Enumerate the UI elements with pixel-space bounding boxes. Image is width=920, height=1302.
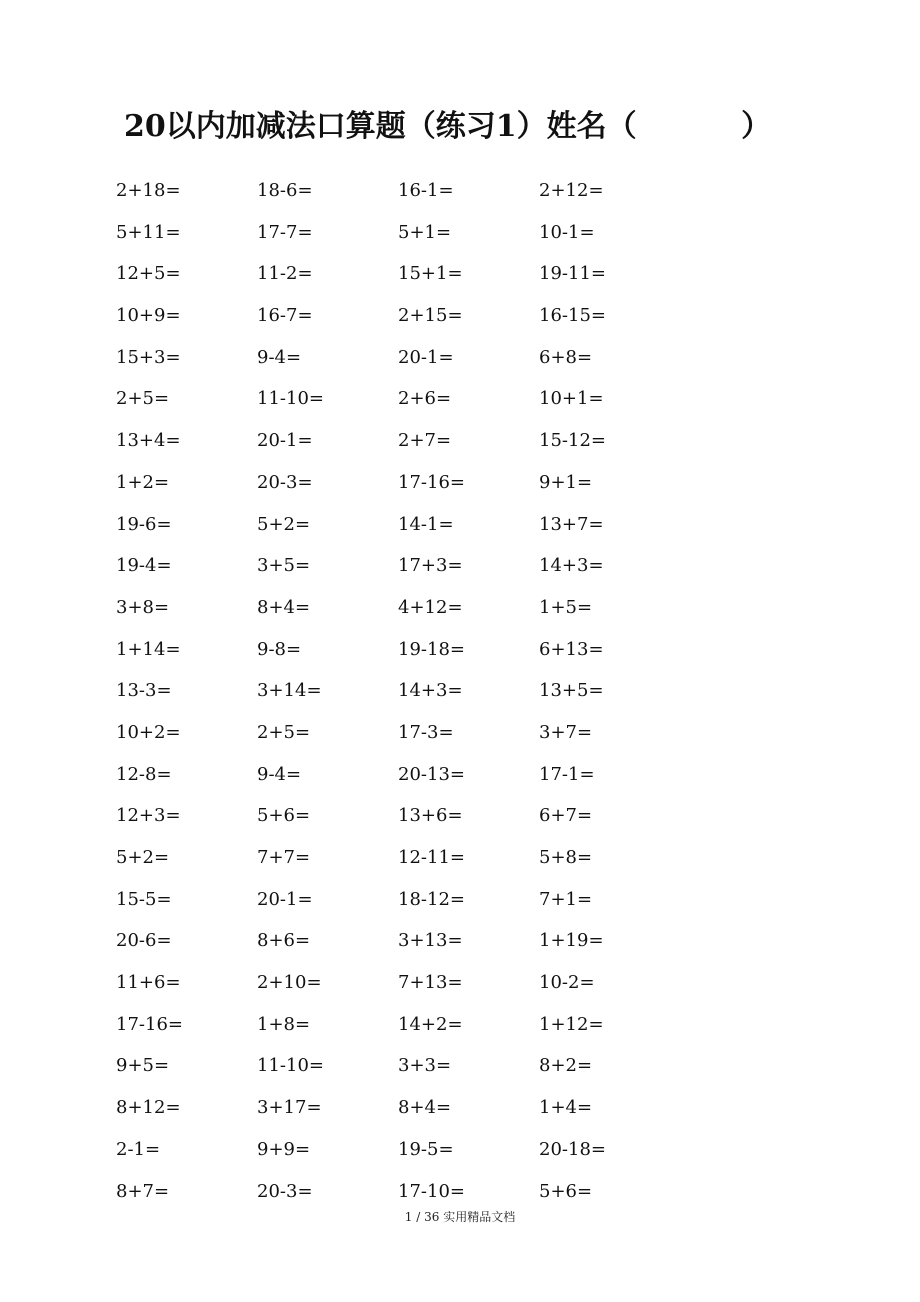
problem-item: 2-1= xyxy=(116,1138,161,1160)
problem-item: 20-1= xyxy=(257,430,313,452)
problem-item: 3+8= xyxy=(116,596,170,618)
problem-row xyxy=(116,1087,716,1129)
problem-row xyxy=(116,1045,716,1087)
problem-item: 19-11= xyxy=(539,263,606,285)
problem-item: 18-12= xyxy=(398,888,465,910)
problem-item: 16-1= xyxy=(398,180,454,201)
problem-grid xyxy=(116,170,716,1212)
problem-item: 13-3= xyxy=(116,680,172,702)
problem-item: 13+4= xyxy=(116,430,181,452)
problem-row xyxy=(116,754,716,796)
problem-item: 9+1= xyxy=(539,471,593,493)
problem-item: 7+7= xyxy=(257,847,311,868)
problem-item: 5+6= xyxy=(257,805,311,827)
problem-item: 3+7= xyxy=(539,721,593,743)
problem-item: 5+2= xyxy=(116,847,170,868)
problem-item: 10-2= xyxy=(539,972,595,994)
problem-item: 19-5= xyxy=(398,1138,454,1160)
problem-item: 17-16= xyxy=(116,1013,183,1035)
problem-item: 12+5= xyxy=(116,263,181,285)
problem-item: 14+2= xyxy=(398,1013,463,1035)
problem-item: 14-1= xyxy=(398,513,454,535)
problem-item: 20-6= xyxy=(116,930,172,952)
problem-item: 9+9= xyxy=(257,1138,311,1160)
page-title: 20以内加减法口算题（练习1）姓名（ ） xyxy=(124,109,772,144)
problem-row xyxy=(116,879,716,921)
problem-item: 2+5= xyxy=(257,721,311,743)
problem-item: 8+12= xyxy=(116,1097,181,1119)
problem-row xyxy=(116,712,716,754)
problem-item: 17-1= xyxy=(539,763,595,785)
problem-item: 10+2= xyxy=(116,721,181,743)
problem-item: 14+3= xyxy=(398,680,463,702)
problem-item: 8+7= xyxy=(116,1180,170,1202)
problem-item: 20-3= xyxy=(257,471,313,493)
problem-item: 20-18= xyxy=(539,1138,606,1160)
problem-item: 20-1= xyxy=(398,346,454,368)
problem-row xyxy=(116,837,716,879)
problem-row xyxy=(116,295,716,337)
problem-item: 9-4= xyxy=(257,763,302,785)
problem-item: 1+14= xyxy=(116,638,181,660)
problem-item: 1+4= xyxy=(539,1097,593,1119)
problem-item: 17-10= xyxy=(398,1180,465,1202)
problem-item: 2+7= xyxy=(398,430,452,452)
problem-item: 5+1= xyxy=(398,221,452,243)
problem-row xyxy=(116,587,716,629)
problem-item: 20-13= xyxy=(398,763,465,785)
problem-row xyxy=(116,420,716,462)
problem-item: 7+13= xyxy=(398,972,463,994)
problem-item: 17-16= xyxy=(398,471,465,493)
problem-row xyxy=(116,253,716,295)
problem-item: 12+3= xyxy=(116,805,181,827)
problem-row xyxy=(116,378,716,420)
problem-item: 11-10= xyxy=(257,1055,324,1077)
problem-item: 11-10= xyxy=(257,388,324,410)
problem-item: 19-18= xyxy=(398,638,465,660)
problem-item: 19-6= xyxy=(116,513,172,535)
problem-row xyxy=(116,1171,716,1213)
problem-row xyxy=(116,545,716,587)
problem-item: 2+6= xyxy=(398,388,452,410)
problem-item: 19-4= xyxy=(116,555,172,577)
problem-item: 8+4= xyxy=(257,596,311,618)
problem-item: 8+6= xyxy=(257,930,311,952)
problem-row xyxy=(116,504,716,546)
problem-item: 6+13= xyxy=(539,638,604,660)
problem-item: 9+5= xyxy=(116,1055,170,1077)
problem-item: 10-1= xyxy=(539,221,595,243)
problem-item: 2+15= xyxy=(398,305,463,327)
problem-row xyxy=(116,170,716,212)
problem-item: 15-5= xyxy=(116,888,172,910)
problem-item: 11-2= xyxy=(257,263,313,285)
problem-row xyxy=(116,212,716,254)
problem-item: 9-4= xyxy=(257,346,302,368)
problem-item: 5+8= xyxy=(539,847,593,868)
problem-row xyxy=(116,962,716,1004)
problem-item: 10+1= xyxy=(539,388,604,410)
problem-item: 5+6= xyxy=(539,1180,593,1202)
problem-item: 8+4= xyxy=(398,1097,452,1119)
problem-row xyxy=(116,795,716,837)
problem-item: 16-15= xyxy=(539,305,606,327)
problem-item: 17-3= xyxy=(398,721,454,743)
problem-item: 15-12= xyxy=(539,430,606,452)
problem-item: 3+3= xyxy=(398,1055,452,1077)
problem-row xyxy=(116,629,716,671)
problem-item: 15+1= xyxy=(398,263,463,285)
problem-item: 16-7= xyxy=(257,305,313,327)
problem-item: 8+2= xyxy=(539,1055,593,1077)
problem-item: 6+8= xyxy=(539,346,593,368)
problem-item: 17+3= xyxy=(398,555,463,577)
problem-item: 1+5= xyxy=(539,596,593,618)
problem-item: 10+9= xyxy=(116,305,181,327)
problem-item: 20-1= xyxy=(257,888,313,910)
problem-item: 2+5= xyxy=(116,388,170,410)
problem-item: 1+8= xyxy=(257,1013,311,1035)
problem-item: 7+1= xyxy=(539,888,593,910)
problem-item: 13+7= xyxy=(539,513,604,535)
problem-row xyxy=(116,337,716,379)
problem-item: 3+14= xyxy=(257,680,322,702)
problem-item: 1+19= xyxy=(539,930,604,952)
problem-item: 13+5= xyxy=(539,680,604,702)
problem-item: 12-11= xyxy=(398,847,465,868)
problem-item: 3+17= xyxy=(257,1097,322,1119)
problem-item: 14+3= xyxy=(539,555,604,577)
problem-item: 1+12= xyxy=(539,1013,604,1035)
problem-row xyxy=(116,1129,716,1171)
problem-item: 15+3= xyxy=(116,346,181,368)
problem-item: 2+18= xyxy=(116,180,181,201)
problem-row xyxy=(116,920,716,962)
problem-item: 3+5= xyxy=(257,555,311,577)
problem-item: 2+10= xyxy=(257,972,322,994)
problem-row xyxy=(116,462,716,504)
problem-item: 6+7= xyxy=(539,805,593,827)
problem-item: 2+12= xyxy=(539,180,604,201)
problem-row xyxy=(116,1004,716,1046)
problem-item: 5+2= xyxy=(257,513,311,535)
problem-item: 1+2= xyxy=(116,471,170,493)
problem-item: 4+12= xyxy=(398,596,463,618)
problem-item: 11+6= xyxy=(116,972,181,994)
problem-item: 5+11= xyxy=(116,221,181,243)
problem-item: 9-8= xyxy=(257,638,302,660)
problem-item: 3+13= xyxy=(398,930,463,952)
page-footer: 1 / 36 实用精品文档 xyxy=(404,1210,516,1224)
problem-item: 20-3= xyxy=(257,1180,313,1202)
problem-item: 13+6= xyxy=(398,805,463,827)
problem-row xyxy=(116,670,716,712)
problem-item: 12-8= xyxy=(116,763,172,785)
problem-item: 18-6= xyxy=(257,180,313,201)
problem-item: 17-7= xyxy=(257,221,313,243)
